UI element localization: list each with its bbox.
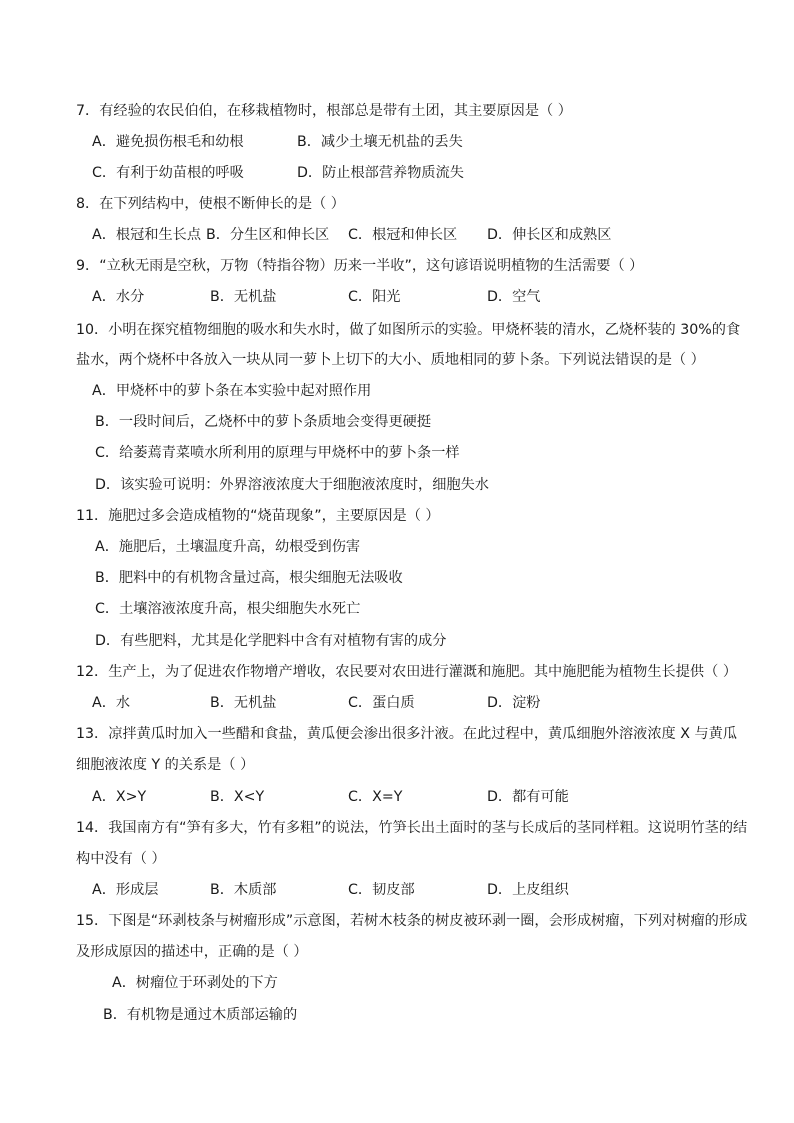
question-15-stem-line2: 及形成原因的描述中，正确的是（ ） (76, 944, 308, 960)
question-14-stem-line1: 14．我国南方有“笋有多大，竹有多粗”的说法，竹笋长出土面时的茎与长成后的茎同样粗。这说明竹茎的结 (76, 820, 748, 836)
question-13-option-a: A．X>Y (92, 789, 147, 805)
question-7-option-b: B．减少土壤无机盐的丢失 (297, 134, 463, 150)
question-8-option-c: C．根冠和伸长区 (348, 227, 458, 243)
question-11-option-c: C．土壤溶液浓度升高，根尖细胞失水死亡 (95, 601, 361, 617)
question-9-option-a: A．水分 (92, 289, 145, 305)
question-7-option-d: D．防止根部营养物质流失 (297, 165, 464, 181)
question-12-option-d: D．淀粉 (487, 695, 541, 711)
question-12-option-a: A．水 (92, 695, 131, 711)
question-14-option-c: C．韧皮部 (348, 882, 415, 898)
question-8-stem: 8．在下列结构中，使根不断伸长的是（ ） (76, 196, 345, 212)
question-7-option-c: C．有利于幼苗根的呼吸 (92, 165, 244, 181)
question-10-stem-line2: 盐水，两个烧杯中各放入一块从同一萝卜上切下的大小、质地相同的萝卜条。下列说法错误的是（ ） (76, 352, 705, 368)
question-9-option-d: D．空气 (487, 289, 541, 305)
question-12-stem: 12．生产上，为了促进农作物增产增收，农民要对农田进行灌溉和施肥。其中施肥能为植物生长提供（ ） (76, 664, 738, 680)
question-9-option-c: C．阳光 (348, 289, 401, 305)
question-13-stem-line2: 细胞液浓度 Y 的关系是（ ） (76, 757, 255, 773)
question-11-option-d: D．有些肥料，尤其是化学肥料中含有对植物有害的成分 (95, 633, 447, 649)
question-10-option-c: C．给萎蔫青菜喷水所利用的原理与甲烧杯中的萝卜条一样 (95, 445, 460, 461)
question-10-option-d: D．该实验可说明：外界溶液浓度大于细胞液浓度时，细胞失水 (95, 477, 489, 493)
question-8-option-a: A．根冠和生长点 (92, 227, 202, 243)
question-14-option-a: A．形成层 (92, 882, 159, 898)
question-13-option-d: D．都有可能 (487, 789, 569, 805)
question-13-option-c: C．X=Y (348, 789, 403, 805)
question-11-option-a: A．施肥后，土壤温度升高，幼根受到伤害 (95, 539, 361, 555)
question-14-option-b: B．木质部 (210, 882, 277, 898)
question-9-stem: 9．“立秋无雨是空秋，万物（特指谷物）历来一半收”，这句谚语说明植物的生活需要（ ） (76, 258, 644, 274)
question-7-stem: 7．有经验的农民伯伯，在移栽植物时，根部总是带有土团，其主要原因是（ ） (76, 103, 572, 119)
question-14-stem-line2: 构中没有（ ） (76, 851, 166, 867)
question-13-option-b: B．X<Y (210, 789, 265, 805)
question-13-stem-line1: 13．凉拌黄瓜时加入一些醋和食盐，黄瓜便会渗出很多汁液。在此过程中，黄瓜细胞外溶液浓度 X 与黄瓜 (76, 726, 738, 742)
question-11-option-b: B．肥料中的有机物含量过高，根尖细胞无法吸收 (95, 570, 403, 586)
question-10-stem-line1: 10．小明在探究植物细胞的吸水和失水时，做了如图所示的实验。甲烧杯装的清水，乙烧杯装的 30%的食 (76, 322, 741, 338)
question-12-option-b: B．无机盐 (210, 695, 277, 711)
question-10-option-b: B．一段时间后，乙烧杯中的萝卜条质地会变得更硬挺 (95, 414, 432, 430)
question-15-option-b: B．有机物是通过木质部运输的 (103, 1007, 298, 1023)
question-8-option-b: B．分生区和伸长区 (206, 227, 330, 243)
question-14-option-d: D．上皮组织 (487, 882, 569, 898)
question-10-option-a: A．甲烧杯中的萝卜条在本实验中起对照作用 (92, 383, 372, 399)
question-12-option-c: C．蛋白质 (348, 695, 415, 711)
question-9-option-b: B．无机盐 (210, 289, 277, 305)
question-7-option-a: A．避免损伤根毛和幼根 (92, 134, 244, 150)
question-11-stem: 11．施肥过多会造成植物的“烧苗现象”，主要原因是（ ） (76, 508, 440, 524)
question-8-option-d: D．伸长区和成熟区 (487, 227, 612, 243)
question-15-option-a: A．树瘤位于环剥处的下方 (112, 975, 278, 991)
question-15-stem-line1: 15．下图是“环剥枝条与树瘤形成”示意图，若树木枝条的树皮被环剥一圈，会形成树瘤，下列对树瘤的形成 (76, 913, 748, 929)
